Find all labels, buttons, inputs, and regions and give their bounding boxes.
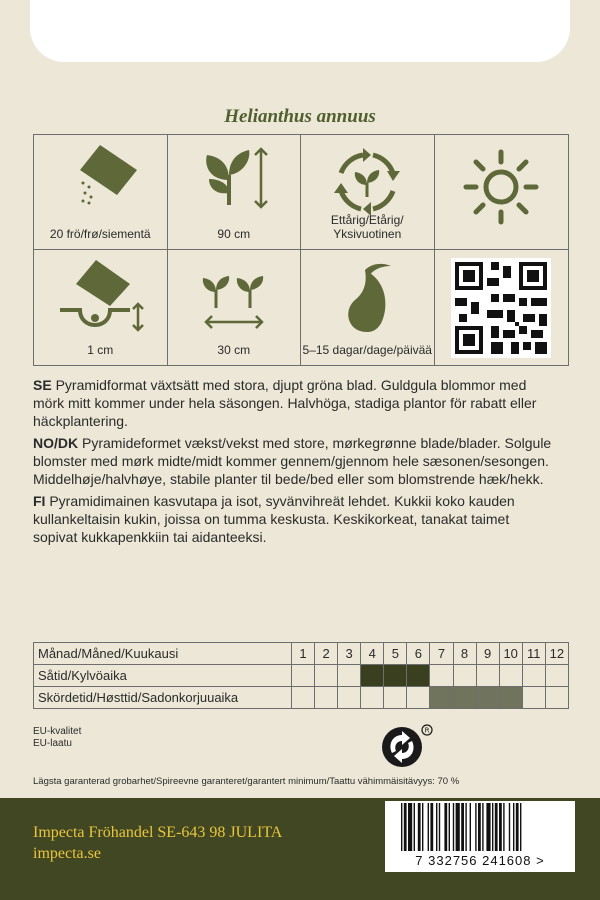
month-3: 3 xyxy=(338,643,361,665)
svg-text:R: R xyxy=(424,726,430,735)
description-nodk: NO/DK Pyramideformet vækst/vekst med store, mørkegrønne blade/blader. Solgule blomster med mørk midte/midt kommer gennem/gjennom hele sæsonen/sesongen. Middelhøje/halvhøye, stabile planter til bede/bed eller som blomstrende hæk/hekk. xyxy=(33,435,552,487)
cell-sow-depth xyxy=(34,250,168,365)
packet-top-tab xyxy=(30,0,570,62)
life-cycle-caption: Ettårig/Etårig/ Yksivuotinen xyxy=(330,213,404,241)
sowing-cell xyxy=(522,665,545,687)
month-11: 11 xyxy=(522,643,545,665)
harvest-cell xyxy=(361,687,384,709)
sowing-cell xyxy=(476,665,499,687)
harvest-cell xyxy=(407,687,430,709)
harvest-cell xyxy=(499,687,522,709)
calendar-row-harvest xyxy=(34,687,569,709)
sow-depth-icon xyxy=(50,260,150,340)
cell-germination xyxy=(301,250,435,365)
sowing-cell xyxy=(430,665,453,687)
harvest-cell xyxy=(291,687,314,709)
month-6: 6 xyxy=(407,643,430,665)
eu-quality-fi: EU-laatu xyxy=(33,738,72,749)
info-grid xyxy=(33,134,569,366)
barcode-number: 7 332756 241608 > xyxy=(385,853,575,868)
month-4: 4 xyxy=(361,643,384,665)
seeds-caption: 20 frö/frø/siementä xyxy=(49,227,151,241)
month-8: 8 xyxy=(453,643,476,665)
company-line: Impecta Fröhandel SE-643 98 JULITA xyxy=(33,824,283,841)
plant-height-icon xyxy=(189,145,279,215)
harvest-cell xyxy=(453,687,476,709)
harvest-label: Skördetid/Høsttid/Sadonkorjuuaika xyxy=(34,687,292,709)
month-7: 7 xyxy=(430,643,453,665)
calendar-header-label: Månad/Måned/Kuukausi xyxy=(34,643,292,665)
sowing-calendar xyxy=(33,642,569,709)
germination-caption: 5–15 dagar/dage/päivää xyxy=(302,343,432,357)
harvest-cell xyxy=(430,687,453,709)
month-2: 2 xyxy=(315,643,338,665)
harvest-cell xyxy=(338,687,361,709)
sowing-cell xyxy=(453,665,476,687)
annual-cycle-icon xyxy=(327,145,407,220)
sowing-cell xyxy=(338,665,361,687)
germination-guarantee: Lägsta garanterad grobarhet/Spireevne garanteret/garantert minimum/Taattu vähimmäisitävyys: 70 % xyxy=(33,776,460,787)
spacing-caption: 30 cm xyxy=(217,343,251,357)
seed-packet-icon xyxy=(55,145,145,220)
eu-quality-se: EU-kvalitet xyxy=(33,726,82,737)
eu-quality xyxy=(33,726,81,750)
cell-height xyxy=(168,135,302,250)
germination-icon xyxy=(337,260,397,335)
sowing-cell xyxy=(384,665,407,687)
month-9: 9 xyxy=(476,643,499,665)
cell-life-cycle xyxy=(301,135,435,250)
company-address xyxy=(33,822,282,864)
sowing-cell xyxy=(315,665,338,687)
height-caption: 90 cm xyxy=(217,227,251,241)
calendar-header-row xyxy=(34,643,569,665)
website-link[interactable]: impecta.se xyxy=(33,845,101,862)
month-10: 10 xyxy=(499,643,522,665)
harvest-cell xyxy=(315,687,338,709)
sun-icon xyxy=(461,147,541,227)
description-fi: FI Pyramidimainen kasvutapa ja isot, syvänvihreät lehdet. Kukkii koko kauden kullankeltaisin kukin, joissa on tumma keskusta. Keskikorkeat, tanakat taimet sopivat kukkapenkkiin tai aidanteeksi. xyxy=(33,493,515,545)
cell-spacing xyxy=(168,250,302,365)
sowing-cell xyxy=(361,665,384,687)
qr-code-icon xyxy=(451,258,551,358)
cell-sun xyxy=(435,135,569,250)
month-12: 12 xyxy=(545,643,568,665)
harvest-cell xyxy=(545,687,568,709)
month-5: 5 xyxy=(384,643,407,665)
sowing-cell xyxy=(545,665,568,687)
description xyxy=(33,376,553,550)
harvest-cell xyxy=(384,687,407,709)
month-1: 1 xyxy=(291,643,314,665)
sowing-cell xyxy=(499,665,522,687)
sowing-cell xyxy=(291,665,314,687)
harvest-cell xyxy=(522,687,545,709)
sowing-label: Såtid/Kylvöaika xyxy=(34,665,292,687)
sow-depth-caption: 1 cm xyxy=(87,343,114,357)
description-se: SE Pyramidformat växtsätt med stora, djupt gröna blad. Guldgula blommor med mörk mitt kommer under hela säsongen. Halvhöga, stadiga plantor för rabatt eller häckplantering. xyxy=(33,377,537,429)
green-dot-recycle-icon xyxy=(380,723,434,769)
spacing-icon xyxy=(194,268,274,338)
sowing-cell xyxy=(407,665,430,687)
cell-seeds xyxy=(34,135,168,250)
barcode-bars xyxy=(385,801,575,853)
harvest-cell xyxy=(476,687,499,709)
calendar-row-sowing xyxy=(34,665,569,687)
cell-qr xyxy=(435,250,569,365)
species-name: Helianthus annuus xyxy=(224,106,376,127)
